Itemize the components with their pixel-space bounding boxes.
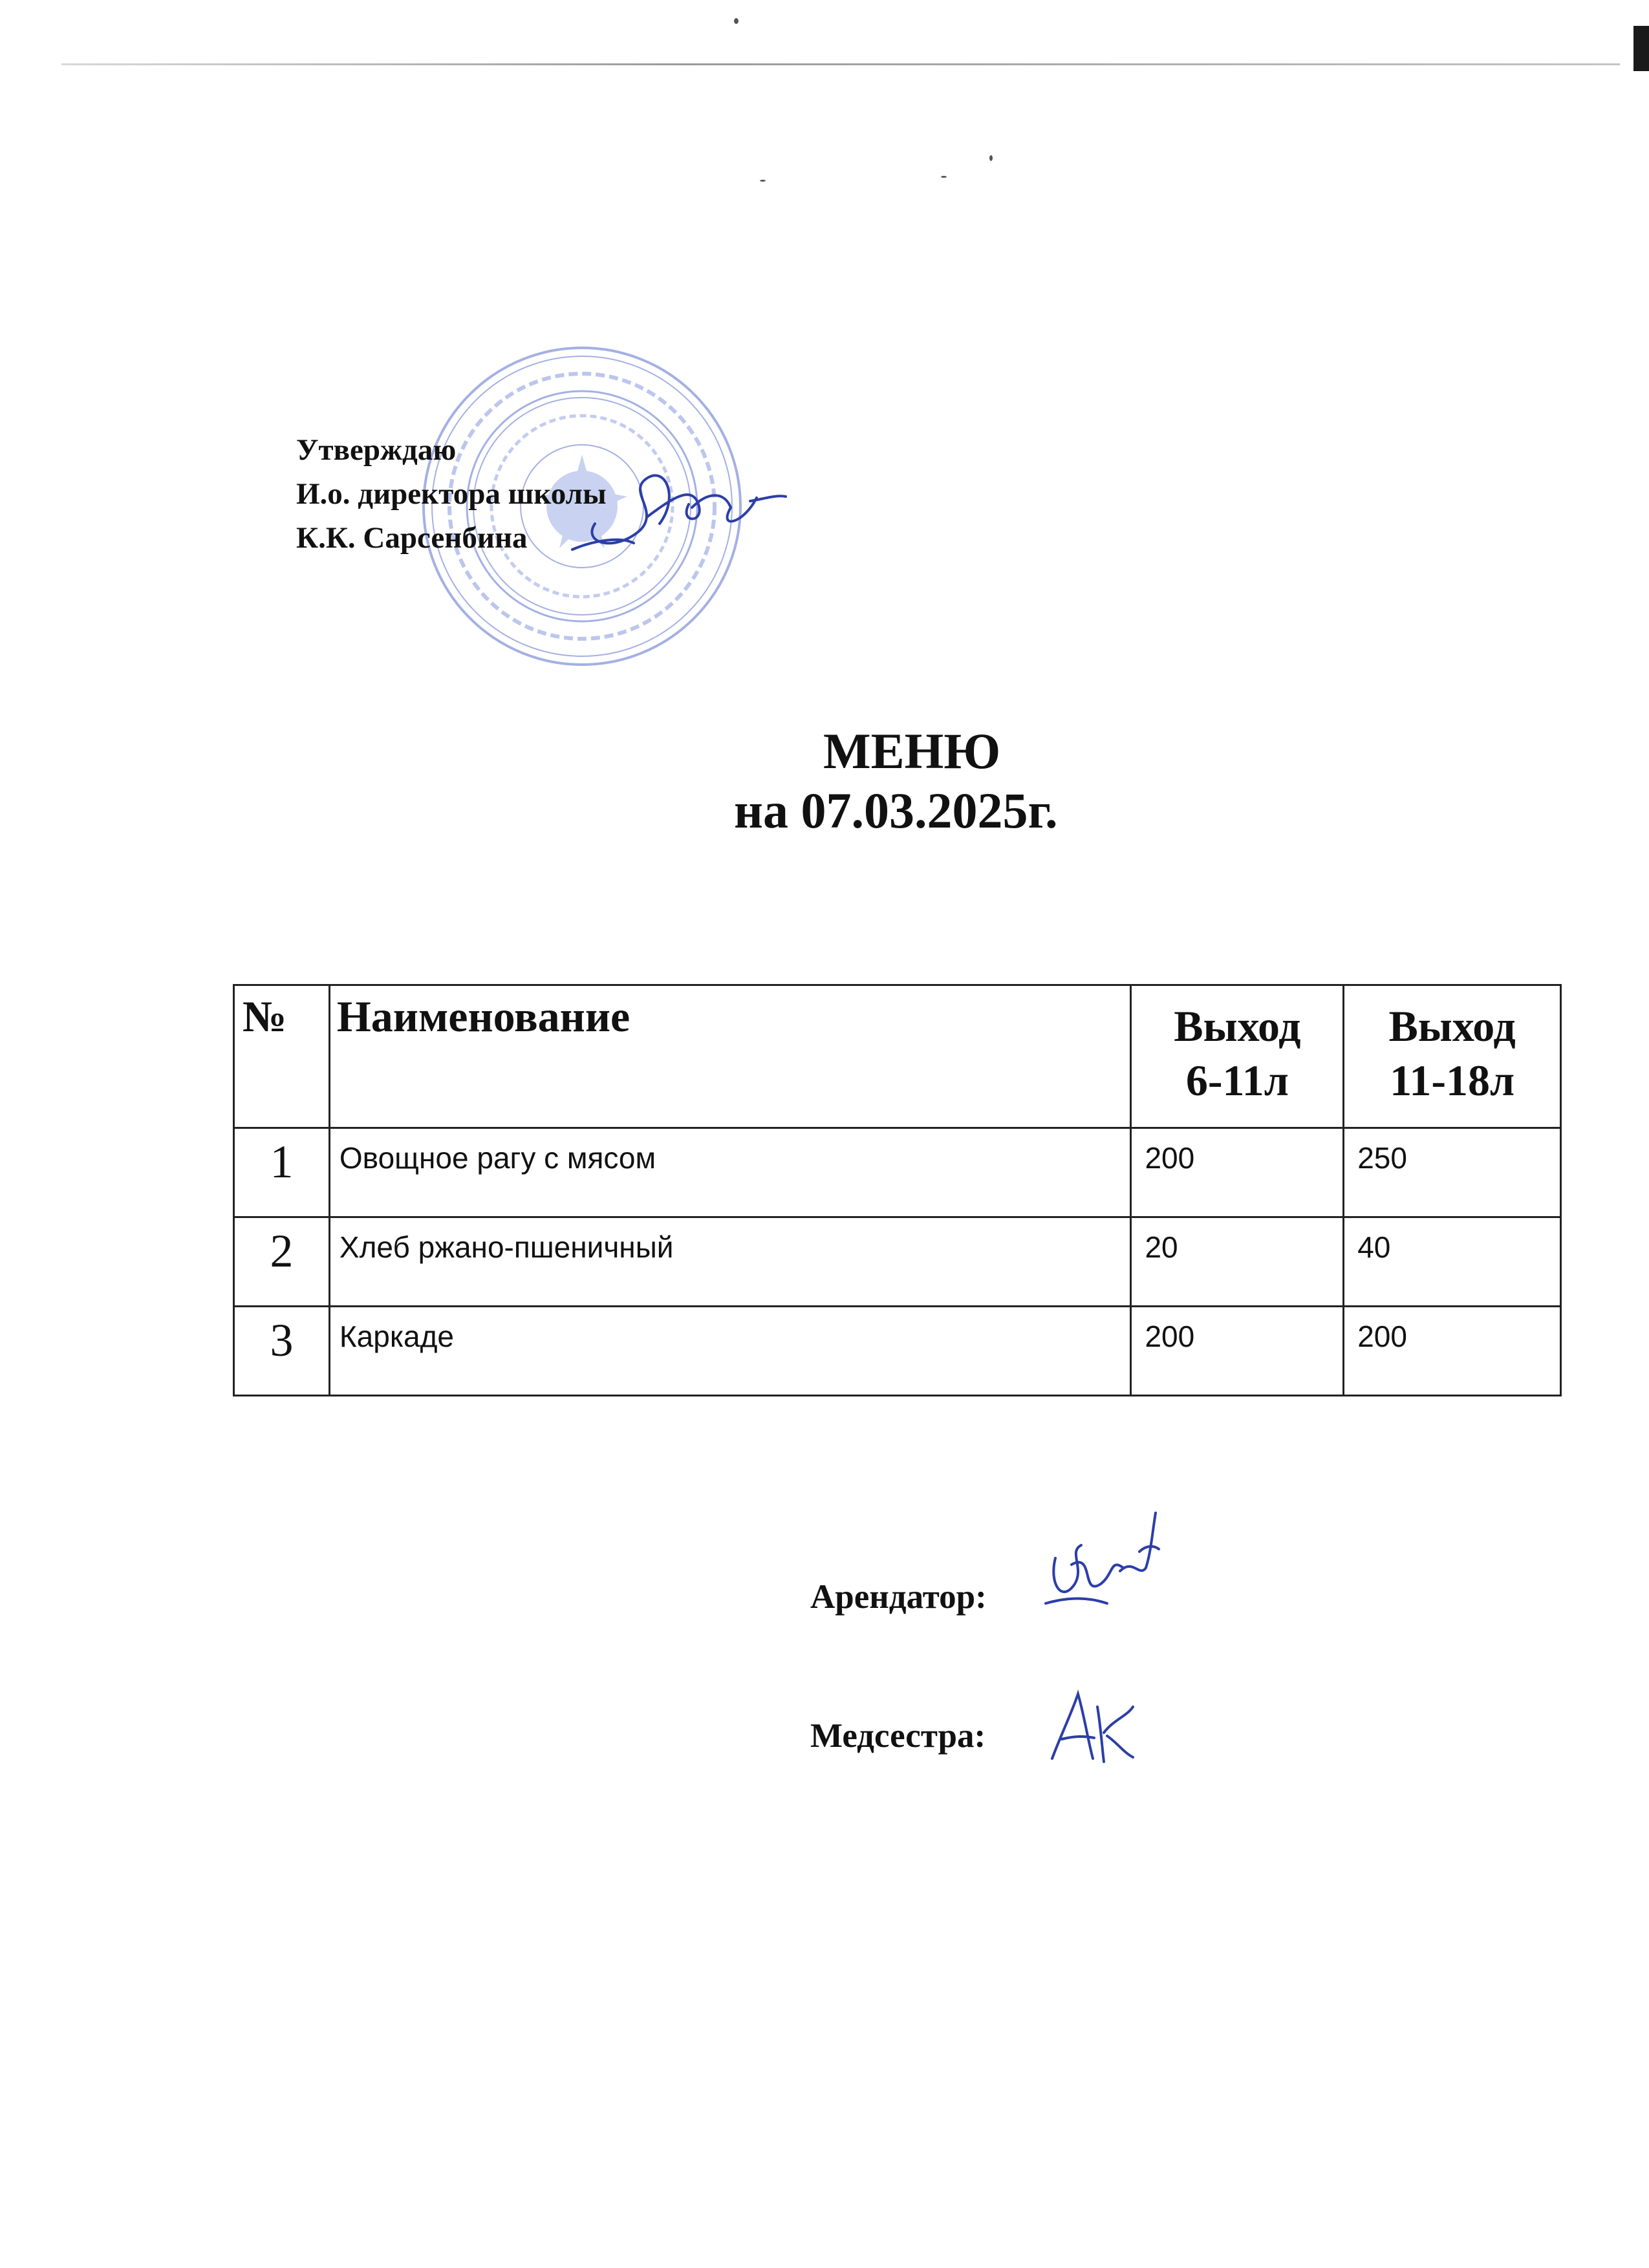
row-output-11-18: 200: [1344, 1307, 1561, 1396]
approval-block: [296, 428, 607, 560]
document-title: МЕНЮ: [823, 723, 1001, 779]
table-row: [234, 1217, 1561, 1307]
scan-speck: [734, 18, 738, 24]
scan-speck: [760, 180, 766, 182]
scan-speck: [941, 176, 947, 178]
arendator-label: Арендатор:: [810, 1578, 987, 1616]
approval-line-position: И.о. директора школы: [296, 477, 607, 511]
header-output-6-11-line1: Выход: [1174, 1001, 1301, 1051]
header-name: Наименование: [329, 985, 1131, 1128]
row-output-6-11: 200: [1131, 1307, 1344, 1396]
header-number: №: [234, 985, 330, 1128]
row-output-11-18: 250: [1344, 1128, 1561, 1217]
header-output-11-18: [1344, 985, 1561, 1128]
row-output-6-11: 200: [1131, 1128, 1344, 1217]
header-output-6-11: [1131, 985, 1344, 1128]
scan-speck: [989, 155, 993, 161]
row-dish-name: Овощное рагу с мясом: [329, 1128, 1131, 1217]
director-signature: [569, 446, 789, 569]
approval-line-approve: Утверждаю: [296, 433, 457, 467]
row-output-6-11: 20: [1131, 1217, 1344, 1307]
row-number: 2: [234, 1217, 330, 1307]
scan-edge-mark: [1633, 26, 1649, 71]
table-row: [234, 1128, 1561, 1217]
row-number: 1: [234, 1128, 330, 1217]
medsestra-label: Медсестра:: [810, 1717, 986, 1755]
row-dish-name: Каркаде: [329, 1307, 1131, 1396]
approval-line-name: К.К. Сарсенбина: [296, 521, 528, 555]
header-output-6-11-line2: 6-11л: [1185, 1056, 1289, 1105]
header-output-11-18-line2: 11-18л: [1390, 1056, 1515, 1105]
row-dish-name: Хлеб ржано-пшеничный: [329, 1217, 1131, 1307]
scan-edge-line: [61, 63, 1620, 65]
row-output-11-18: 40: [1344, 1217, 1561, 1307]
header-output-11-18-line1: Выход: [1388, 1001, 1516, 1051]
row-number: 3: [234, 1307, 330, 1396]
table-header-row: [234, 985, 1561, 1128]
document-date: на 07.03.2025г.: [734, 782, 1058, 839]
table-row: [234, 1307, 1561, 1396]
menu-table: [233, 984, 1562, 1396]
medsestra-signature: [1042, 1681, 1139, 1768]
arendator-signature: [1042, 1506, 1172, 1629]
